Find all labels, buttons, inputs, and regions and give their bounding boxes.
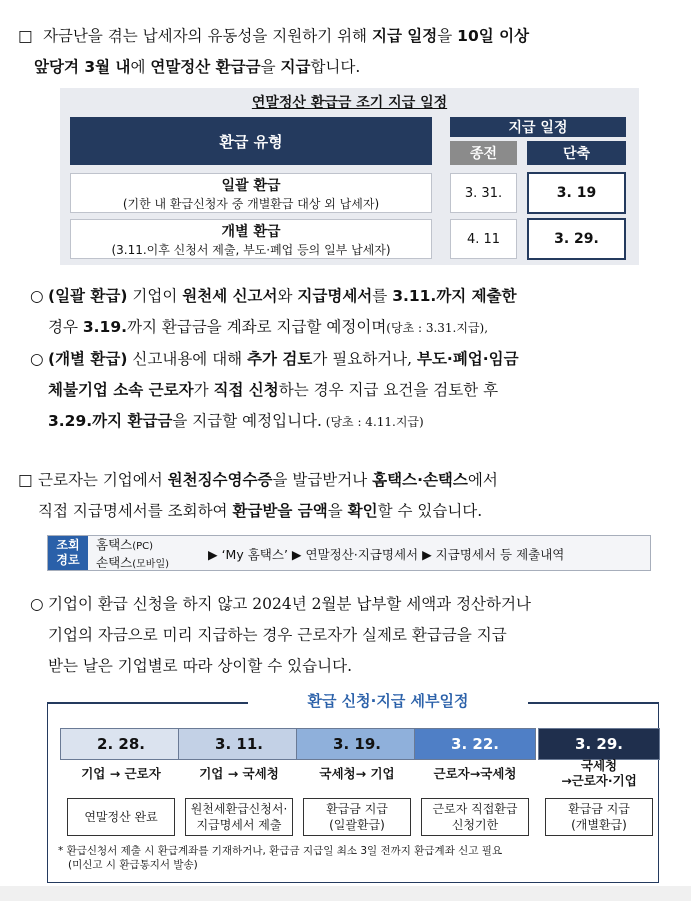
text-bold: 추가 검토 — [247, 350, 313, 368]
square-bullet-icon: □ — [18, 27, 33, 45]
text-small: (당초 : 3.31.지급), — [386, 321, 489, 335]
line: 기업의 자금으로 미리 지급하는 경우 근로자가 실제로 환급금을 지급 — [48, 626, 507, 644]
text-bold: 체불기업 소속 근로자 — [48, 381, 194, 399]
table-title: 연말정산 환급금 조기 지급 일정 — [251, 95, 448, 111]
lookup-route-box — [47, 535, 651, 571]
timeline-step-description: 근로자 직접환급 신청기한 — [421, 798, 529, 836]
text-bold: 3.11.까지 제출한 — [392, 287, 517, 305]
individual-refund-paragraph — [30, 344, 670, 438]
timeline-step-description: 연말정산 완료 — [67, 798, 175, 836]
sontax-label: 손택스(모바일) — [96, 555, 170, 570]
intro-line-1 — [18, 21, 678, 52]
text-bold: 지급 일정 — [371, 27, 438, 45]
text: 하는 경우 지급 요건을 검토한 후 — [278, 381, 499, 399]
timeline-footnote — [58, 844, 502, 872]
text: 기업이 환급 신청을 하지 않고 2024년 2월분 납부할 세액과 정산하거나 — [48, 595, 531, 613]
text-bold: 3.19. — [82, 318, 128, 336]
header-refund-type: 환급 유형 — [70, 117, 432, 165]
row-individual-type — [70, 219, 432, 259]
text: 경우 — [48, 318, 83, 336]
text: 가 필요하거나, — [312, 350, 417, 368]
text: 근로자는 기업에서 — [38, 471, 168, 489]
timeline-step-description: 환급금 지급 (일괄환급) — [303, 798, 411, 836]
line — [30, 375, 670, 406]
line — [30, 406, 670, 438]
text-bold: 확인 — [347, 502, 378, 520]
timeline-step-date: 2. 28. — [60, 728, 182, 760]
row-lump-type — [70, 173, 432, 213]
timeline-step-date: 3. 19. — [296, 728, 418, 760]
text: 까지 환급금을 계좌로 지급할 예정이며 — [127, 318, 387, 336]
circle-bullet-icon: ○ — [30, 350, 44, 368]
timing-notice-paragraph — [30, 589, 680, 682]
text: 을 — [437, 27, 458, 45]
text: 을 지급할 예정입니다. — [172, 412, 322, 430]
line: 받는 날은 기업별로 따라 상이할 수 있습니다. — [48, 657, 353, 675]
lump-refund-paragraph — [30, 281, 670, 344]
row-lump-after: 3. 19 — [527, 172, 626, 214]
timeline-step-date: 3. 22. — [414, 728, 536, 760]
header-after: 단축 — [527, 141, 626, 165]
tag-line: 조회 — [56, 538, 80, 552]
text: 를 — [372, 287, 393, 305]
row-lump-before: 3. 31. — [450, 173, 517, 213]
text-bold: 지급 — [280, 58, 311, 76]
square-bullet-icon: □ — [18, 471, 33, 489]
text: 가 — [193, 381, 214, 399]
text: 을 발급받거나 — [272, 471, 373, 489]
timeline-step-actor: 근로자→국세청 — [433, 766, 517, 781]
circle-bullet-icon: ○ — [30, 595, 44, 613]
text-bold: 연말정산 환급금 — [150, 58, 261, 76]
row-name: 개별 환급 — [221, 223, 281, 240]
text-bold: (개별 환급) — [48, 350, 128, 368]
line — [30, 344, 670, 375]
row-individual-after: 3. 29. — [527, 218, 626, 260]
timeline-step-actor: 기업 → 근로자 — [81, 766, 161, 781]
text-bold: 3.29.까지 환급금 — [48, 412, 173, 430]
timeline-step-actor: 국세청→ 기업 — [319, 766, 395, 781]
text: 에 — [130, 58, 151, 76]
bottom-strip — [0, 886, 691, 901]
line — [18, 496, 678, 527]
text: 을 — [327, 502, 348, 520]
text: 기업이 — [127, 287, 183, 305]
line — [30, 589, 680, 620]
row-name: 일괄 환급 — [221, 177, 281, 194]
timeline-step-date: 3. 11. — [178, 728, 300, 760]
timeline-step-actor: 기업 → 국세청 — [199, 766, 279, 781]
text-bold: 원천세 신고서 — [182, 287, 278, 305]
text: 할 수 있습니다. — [377, 502, 483, 520]
circle-bullet-icon: ○ — [30, 287, 44, 305]
intro-line-2 — [18, 52, 678, 83]
header-schedule: 지급 일정 — [450, 117, 626, 137]
timeline-step-description: 환급금 지급 (개별환급) — [545, 798, 653, 836]
hometax-label: 홈택스(PC) — [96, 537, 154, 552]
text: 을 — [260, 58, 281, 76]
line — [18, 465, 678, 496]
timeline-step-actor: 국세청 →근로자·기업 — [561, 758, 637, 788]
timeline-step-description: 원천세환급신청서· 지급명세서 제출 — [185, 798, 293, 836]
row-individual-before: 4. 11 — [450, 219, 517, 259]
timeline-title: 환급 신청·지급 세부일정 — [248, 690, 528, 711]
route-services — [96, 537, 169, 573]
text: 에서 — [467, 471, 498, 489]
note-line: (미신고 시 환급통지서 발송) — [68, 859, 198, 871]
timeline-step-date: 3. 29. — [538, 728, 660, 760]
row-desc: (기한 내 환급신청자 중 개별환급 대상 외 납세자) — [122, 196, 380, 211]
text-small: (당초 : 4.11.지급) — [321, 415, 424, 429]
text-bold: 원천징수영수증 — [167, 471, 273, 489]
text-bold: 직접 신청 — [213, 381, 279, 399]
text-bold: 부도·폐업·임금 — [416, 350, 519, 368]
text: 신고내용에 대해 — [127, 350, 248, 368]
text: 자금난을 겪는 납세자의 유동성을 지원하기 위해 — [42, 27, 372, 45]
text-bold: 환급받을 금액 — [232, 502, 328, 520]
route-path: ▶ ‘My 홈택스’ ▶ 연말정산·지급명세서 ▶ 지급명세서 등 제출내역 — [208, 547, 565, 562]
line — [30, 312, 670, 344]
note-line: * 환급신청서 제출 시 환급계좌를 기재하거나, 환급금 지급일 최소 3일 전까지 환급계좌 신고 필요 — [58, 845, 503, 857]
tag-line: 경로 — [56, 553, 80, 567]
text-bold: 지급명세서 — [297, 287, 373, 305]
text-bold: (일괄 환급) — [48, 287, 128, 305]
worker-check-paragraph — [18, 465, 678, 527]
refund-timeline-box — [47, 692, 659, 883]
text: 합니다. — [310, 58, 361, 76]
text-bold: 10일 이상 — [457, 27, 530, 45]
intro-paragraph — [18, 21, 678, 83]
early-payment-schedule-table — [60, 88, 639, 265]
text-bold: 홈택스·손택스 — [372, 471, 468, 489]
header-before: 종전 — [450, 141, 517, 165]
row-desc: (3.11.이후 신청서 제출, 부도·폐업 등의 일부 납세자) — [111, 242, 391, 257]
route-tag — [48, 536, 88, 570]
text: 와 — [277, 287, 298, 305]
text-bold: 앞당겨 3월 내 — [34, 58, 131, 76]
text: 직접 지급명세서를 조회하여 — [38, 502, 233, 520]
line — [30, 281, 670, 312]
